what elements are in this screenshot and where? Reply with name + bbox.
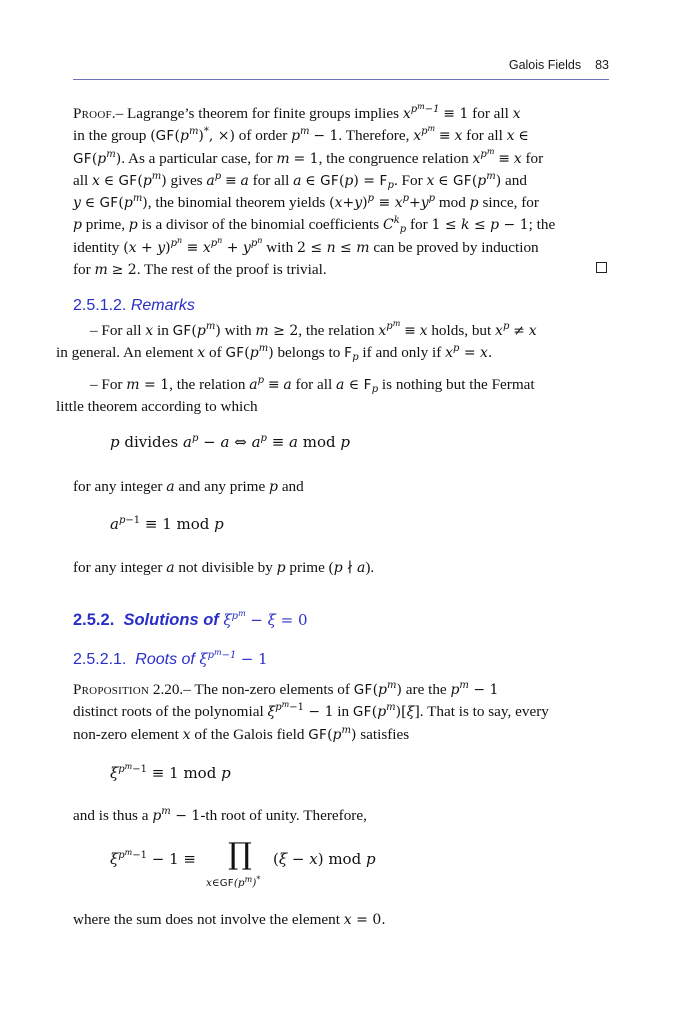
running-head xyxy=(509,58,609,72)
equation-root-of-unity: $\xi^{p^m-1} \equiv 1$ mod p xyxy=(110,762,231,782)
product-symbol: ∏ xyxy=(228,837,252,872)
remark-1: – For all x in $GF(p^m)$ with m ≥ 2, the relation $x^{p^m} \equiv x$ holds, but $x^p \ne x$ in general. An element x of $GF(p^m)$ belongs to $F_p$ if and only if $x^p = x$. xyxy=(56,319,537,364)
remarks-heading: 2.5.1.2. Remarks xyxy=(73,297,195,314)
proposition-paragraph: Proposition 2.20.– The non-zero elements of $GF(p^m)$ are the $p^m - 1$ distinct roots of the polynomial $\xi^{p^m-1} - 1$ in $GF(p^m)[\xi]$. That is to say, every non-zero element x of the Galois field $GF(p^m)$ satisfies xyxy=(73,680,549,743)
after-eq3: and is thus a $p^m - 1-th$ root of unity. Therefore, xyxy=(73,806,367,824)
qed-square-icon xyxy=(596,262,607,273)
proof-label: Proof xyxy=(73,105,112,122)
closing-sentence: where the sum does not involve the element x = 0. xyxy=(73,911,386,928)
after-eq2: for any integer a not divisible by p prime (p ∤ a). xyxy=(73,559,375,576)
equation-fermat-little: $a^{p-1} \equiv 1$ mod p xyxy=(110,515,224,533)
equation-fermat-divides: p divides $a^p - a$ ⇔ $a^p \equiv a$ mod p xyxy=(110,433,351,451)
after-eq1: for any integer a and any prime p and xyxy=(73,478,304,495)
header-rule xyxy=(73,79,609,80)
remark-2: – For m = 1, the relation $a^p \equiv a$ for all a ∈ $F_p$ is nothing but the Fermat little theorem according to which xyxy=(56,375,535,416)
section-heading: 2.5.2. Solutions of $\xi^{p^m} - \xi = 0$ xyxy=(73,609,308,629)
proof-paragraph: Proof.– Lagrange’s theorem for finite groups implies $x^{p^m-1} \equiv 1$ for all x in the group ($GF(p^m)^*$, ×) of order $p^m - 1$. Therefore, $x^{p^m} \equiv x$ for all x ∈ $GF(p^m)$. As a particular case, for m = 1, the congruence relation $x^{p^m} \equiv x$ for all x ∈ $GF(p^m)$ gives $a^p \equiv a$ for all a ∈ $GF(p) = F_p$. For x ∈ $GF(p^m)$ and y ∈ $GF(p^m)$, the binomial theorem yields $(x+y)^p \equiv x^p+y^p$ mod p since, for p prime, p is a divisor of the binomial coefficients $C^k_p$ for 1 ≤ k ≤ p − 1; the identity $(x + y)^{p^n} \equiv x^{p^n} + y^{p^n}$ with 2 ≤ n ≤ m can be proved by induction for m ≥ 2. The rest of the proof is trivial. xyxy=(73,102,556,279)
subsection-heading: 2.5.2.1. Roots of $\xi^{p^m-1} - 1$ xyxy=(73,648,268,668)
proposition-label: Proposition xyxy=(73,681,150,698)
page-number: 83 xyxy=(595,58,609,72)
running-head-title: Galois Fields xyxy=(508,58,582,72)
